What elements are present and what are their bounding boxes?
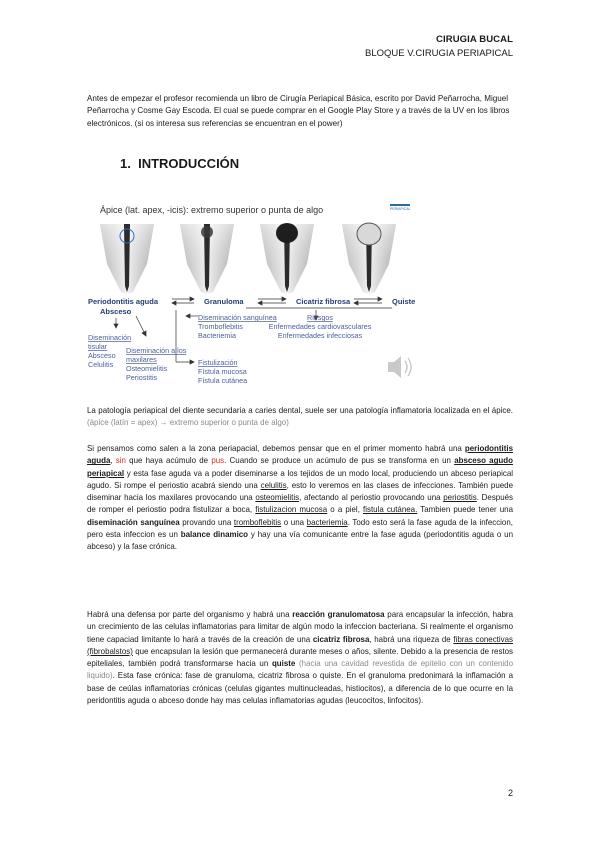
logo-text: PERIAPICAL (390, 207, 411, 211)
p2-text-z2: y hay una vía comunicante entre la fase aguda (periodontitis aguda o un abceso) y la fase crónica. (87, 530, 513, 552)
p2-term-bacteriemia: bacteriemia (306, 517, 348, 527)
section-title: INTRODUCCIÓN (138, 156, 240, 171)
p2-term-fistula-cutanea: fistula cutánea. (363, 505, 418, 515)
sanguinea-title: Diseminación sanguínea (198, 313, 277, 322)
label-absceso: Absceso (100, 307, 132, 316)
p2-term-absceso: absceso agudo periapical (87, 456, 513, 478)
p2-term-sin: sin (115, 456, 126, 466)
tooth-image-4 (342, 223, 396, 294)
p3-term-reaccion: reacción granulomatosa (292, 610, 385, 619)
tooth-image-1 (100, 224, 154, 294)
page-header (365, 34, 513, 59)
p2-text-a: Si pensamos como salen a la zona periapacial, debemos pensar que en el primer momento habrá una (87, 444, 465, 453)
maxilares-title-2: maxilares (126, 355, 157, 364)
p2-term-tromboflebitis: tromboflebitis (233, 517, 282, 527)
course-title: CIRUGIA BUCAL (436, 34, 513, 45)
p3-text-g: que encapsulan la lesión que permanecerá durante meses o años, silente. Debido a la presencia de restos epiteliales, también podrá transformarse hacia un (87, 646, 513, 669)
p2-text-g: . Cuando se produce un acúmulo de pus se transforma en un (224, 456, 455, 466)
maxilares-item-periostitis: Periostitis (126, 373, 158, 382)
p2-text-m: , afectando al periostio provocando una (299, 493, 444, 503)
p3-text-a: Habrá una defensa por parte del organismo y habrá una (87, 610, 293, 619)
p2-text-y: . Todo esto será la fase aguda de la infeccion, pero esta infeccion es un (87, 517, 513, 540)
sanguinea-item-tromboflebitis: Tromboflebitis (198, 322, 243, 331)
p2-text-s: Tambien puede tener una (417, 505, 513, 515)
p2-text-o: . Después de romper el periostio podra fistulizar a boca, (87, 493, 513, 515)
page-number: 2 (507, 788, 513, 798)
p2-term-osteomielitis: osteomielitis (255, 493, 300, 503)
label-periodontitis: Periodontitis aguda (88, 297, 159, 306)
p2-text-q: o a piel, (327, 505, 363, 515)
p1-text: La patología periapical del diente secundaria a caries dental, suele ser una patología inflamatoria localizada en el ápice. (87, 406, 513, 415)
sanguinea-item-bacteriemia: Bacteriemia (198, 331, 236, 340)
intro-paragraph: Antes de empezar el profesor recomienda un libro de Cirugía Periapical Básica, escrito por David Peñarrocha, Miguel Peñarrocha y Cosme Gay Escoda. El cual se puede comprar en el Google Play Store y a través de la UV en los libros electrónicos. (si os interesa sus referencias se encuentran en el power) (87, 94, 510, 128)
section-heading (120, 156, 239, 171)
p3-text-c: para encapsular la infección, habra un crecimiento de las celulas inflamatorias para limitar de algún modo la infeccion bacteriana. Si realmente el organismo tiene capaciad limitante lo hará a través de la creación de una (87, 610, 513, 644)
p3-term-fibras: fibras conectivas (fibrobalstos) (87, 634, 513, 656)
label-cicatriz: Cicatriz fibrosa (296, 297, 351, 306)
tisular-item-celulitis: Celulitis (88, 360, 114, 369)
label-quiste: Quiste (392, 297, 416, 306)
section-number: 1. (120, 156, 131, 171)
p2-text-k: , esto lo veremos en las clases de infecciones. También puede diseminar hacia los maxilares provocando una (87, 480, 513, 503)
p2-text-c: , (110, 456, 116, 466)
p3-term-quiste: quiste (271, 659, 296, 669)
fistulizacion-title: Fistulización (198, 358, 238, 367)
p2-text-u: provando una (179, 517, 234, 527)
paragraph-1 (87, 405, 513, 430)
paragraph-2 (87, 443, 513, 554)
maxilares-title-1: Diseminación a los (126, 346, 187, 355)
p2-term-pus: pus (211, 456, 225, 466)
tisular-title-2: tisular (88, 342, 108, 351)
riesgos-cardiovasculares: Enfermedades cardiovasculares (268, 322, 372, 331)
tisular-item-absceso: Absceso (88, 351, 116, 360)
fistula-mucosa: Fístula mucosa (198, 367, 247, 376)
tooth-image-2 (180, 224, 234, 294)
p3-term-cicatriz: cicatriz fibrosa (312, 634, 370, 644)
p2-term-balance: balance dinamico (180, 530, 249, 540)
p2-text-i: y esta fase aguda va a poder diseminarse a los tejidos de un modo local, produciendo un abceso periapical agudo. Si rompe el periostio acabrá siendo una (87, 468, 513, 490)
maxilares-item-osteomielitis: Osteomielitis (126, 364, 168, 373)
diagram-title: Ápice (lat. apex, -icis): extremo superior o punta de algo (100, 205, 324, 215)
periapical-diagram (86, 196, 426, 396)
p3-quiste-note: (hacia una cavidad revestida de epitelio con un contenido liquido) (87, 659, 514, 681)
label-granuloma: Granuloma (204, 297, 244, 306)
fistula-cutanea: Fístula cutánea (198, 376, 248, 385)
speaker-icon[interactable] (388, 356, 411, 378)
block-title: BLOQUE V.CIRUGIA PERIAPICAL (364, 48, 513, 59)
p3-text-e: , habrá una riqueza de (369, 634, 454, 644)
p2-term-fistula-mucosa: fistulizacion mucosa (255, 505, 328, 515)
riesgos-title: Riesgos (307, 313, 333, 322)
logo-bar (390, 204, 410, 206)
paragraph-3 (87, 609, 513, 707)
tisular-title-1: Diseminación (88, 333, 132, 342)
p2-term-periostitis: periostitis (443, 493, 477, 503)
p2-text-w: o una (281, 517, 307, 527)
p2-term-diseminacion: diseminación sanguínea (87, 517, 180, 527)
p2-term-celulitis: celulitis (260, 480, 287, 490)
riesgos-infecciosas: Enfermedades infecciosas (277, 331, 363, 340)
p3-text-k: . Esta fase crónica: fase de granuloma, cicatriz fibrosa o quiste. En el granuloma predonimará la inflamación a base de ceúlas inflamatorias crónicas (celulas gigantes multinucleadas, histiocitos), a diferencia de lo que ocurre en la peridontitis aguda o abceso donde hay mas celulas inflamatorias agudas (leucocitos, linfocitos). (87, 671, 513, 706)
p2-text-e: que haya acúmulo de (125, 456, 212, 466)
tooth-image-3 (260, 223, 314, 294)
p2-term-periodontitis: periodontitis aguda (87, 444, 513, 466)
p1-apex-note: (ápice (latín = apex) → extremo superior o punta de algo) (87, 418, 289, 428)
